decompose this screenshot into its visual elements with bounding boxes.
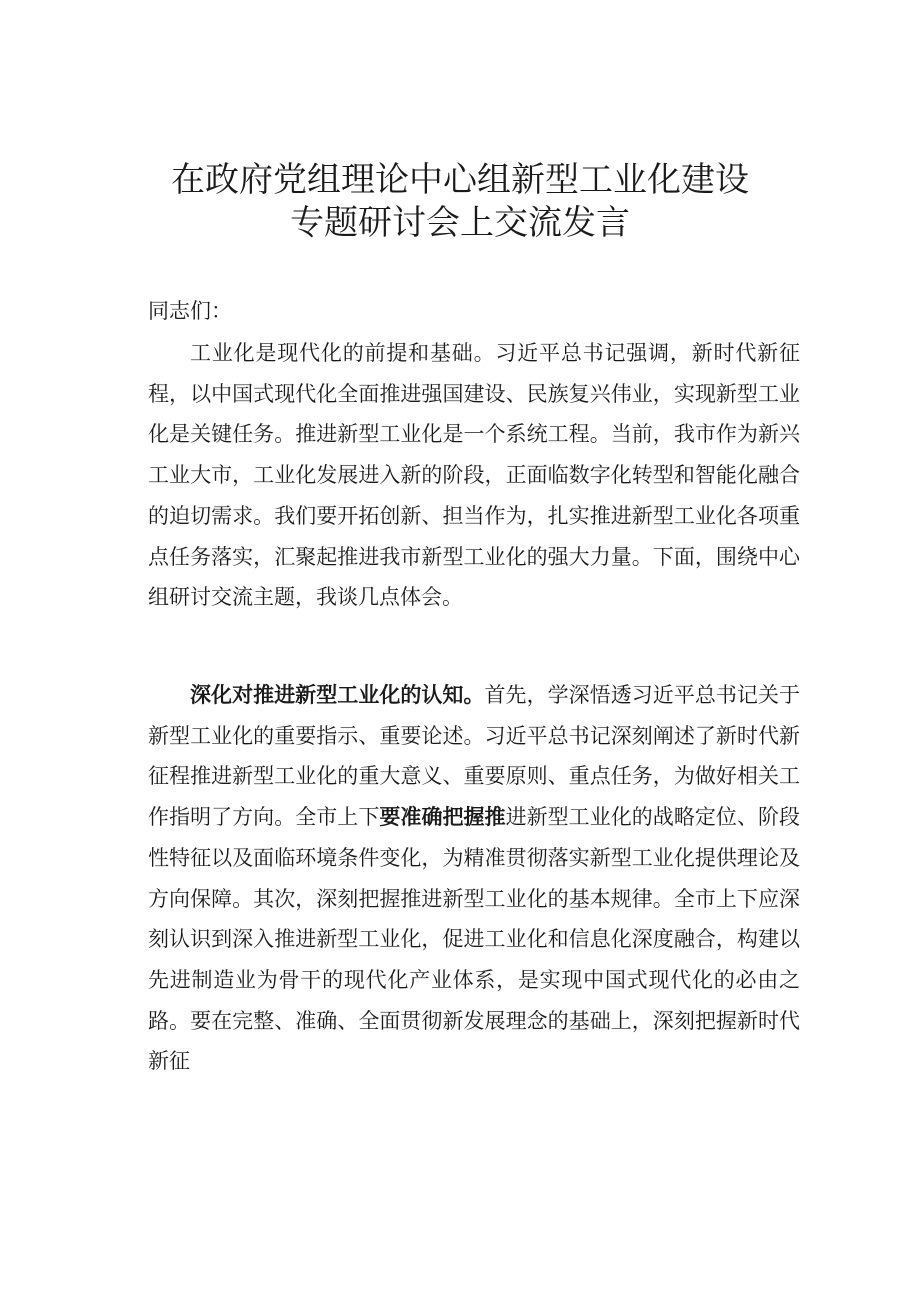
paragraph-text: 首先，学深悟透习近平总书记关于新型工业化的重要指示、重要论述。习近平总书记深刻阐述了新时代新征程推进新型工业化的重大意义、重要原则、重点任务，为做好相关工作指明了方向。全市上下 — [148, 683, 800, 830]
document-title-line-2: 专题研讨会上交流发言 — [290, 203, 630, 243]
emphasis-text: 要准确把握推 — [379, 805, 506, 830]
document-title-line-1: 在政府党组理论中心组新型工业化建设 — [171, 160, 749, 200]
paragraph-intro: 工业化是现代化的前提和基础。习近平总书记强调，新时代新征程，以中国式现代化全面推进强国建设、民族复兴伟业，实现新型工业化是关键任务。推进新型工业化是一个系统工程。当前，我市作为新兴工业大市，工业化发展进入新的阶段，正面临数字化转型和智能化融合的迫切需求。我们要开拓创新、担当作为，扎实推进新型工业化各项重点任务落实，汇聚起推进我市新型工业化的强大力量。下面，围绕中心组研讨交流主题，我谈几点体会。 — [148, 341, 800, 610]
paragraph-section-1 — [148, 675, 800, 1082]
section-heading: 深化对推进新型工业化的认知。 — [190, 683, 485, 707]
paragraph-text-continued: 进新型工业化的战略定位、阶段性特征以及面临环境条件变化，为精准贯彻落实新型工业化提供理论及方向保障。其次，深刻把握推进新型工业化的基本规律。全市上下应深刻认识到深入推进新型工业化，促进工业化和信息化深度融合，构建以先进制造业为骨干的现代化产业体系，是实现中国式现代化的必由之路。要在完整、准确、全面贯彻新发展理念的基础上，深刻把握新时代新征 — [148, 805, 801, 1074]
salutation: 同志们： — [148, 299, 232, 323]
